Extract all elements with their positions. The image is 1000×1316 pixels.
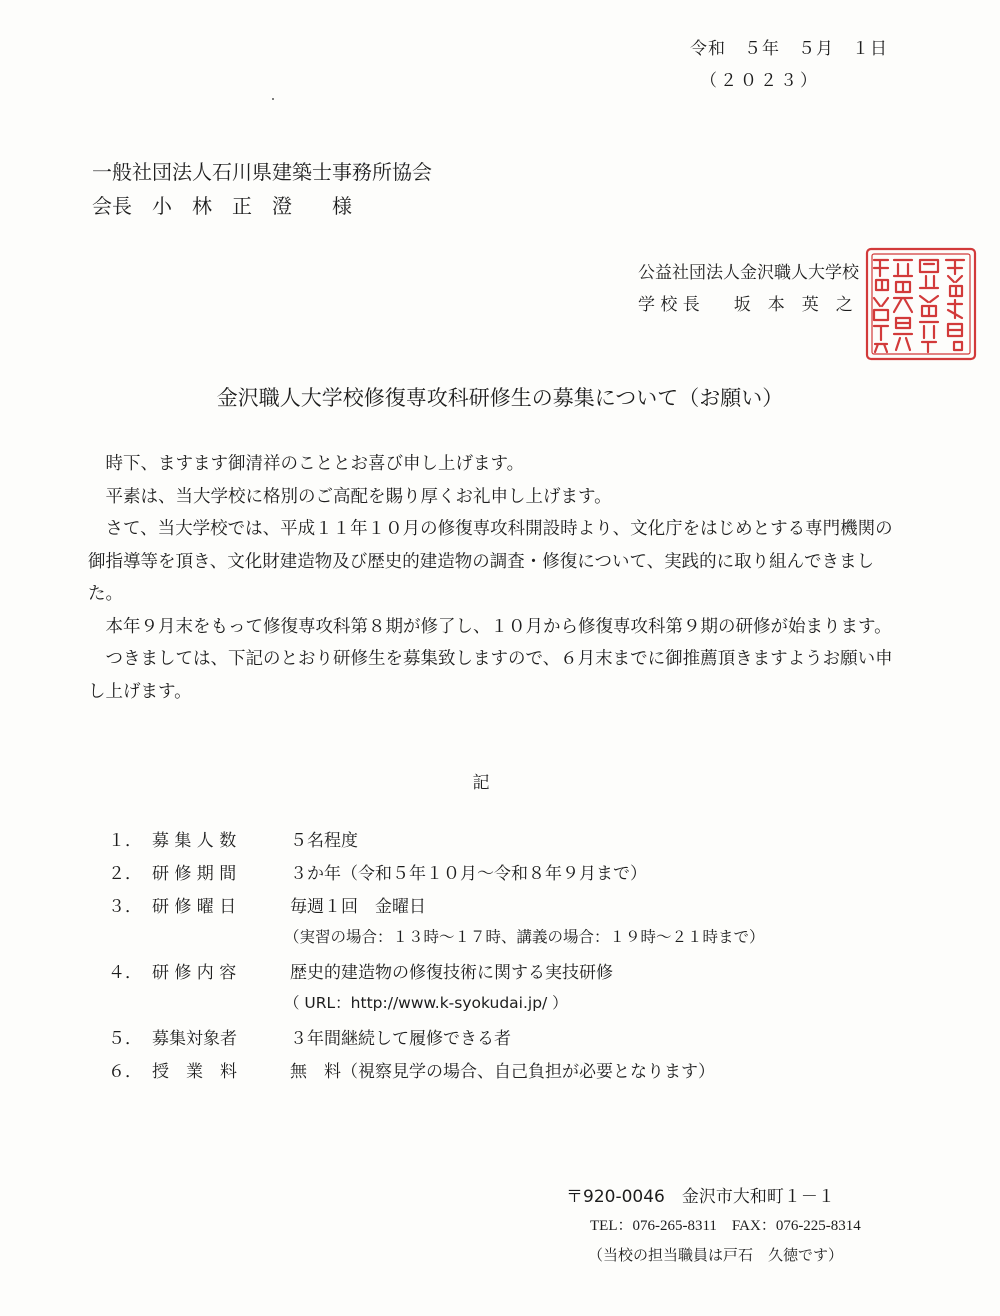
recipient-organization: 一般社団法人石川県建築士事務所協会 xyxy=(92,160,432,184)
date-line: 令和 ５年 ５月 １日 xyxy=(690,39,888,59)
sender-name: 学 校 長 坂 本 英 之 xyxy=(638,295,853,315)
body-paragraph: つきましては、下記のとおり研修生を募集致しますので、６月末までに御推薦頂きますようお願い申し上げます。 xyxy=(88,649,893,702)
item-label: 授 業 料 xyxy=(152,1062,237,1082)
item-list xyxy=(108,826,908,1090)
item-url-note: （ URL：http://www.k-syokudai.jp/ ） xyxy=(284,994,568,1012)
official-seal-stamp xyxy=(864,246,978,362)
item-label: 募集対象者 xyxy=(152,1029,237,1049)
body-paragraph: 平素は、当大学校に格別のご高配を賜り厚くお礼申し上げます。 xyxy=(105,486,612,507)
sender-organization: 公益社団法人金沢職人大学校 xyxy=(638,263,859,283)
footer-phone-fax: TEL：076-265-8311 FAX：076-225-8314 xyxy=(590,1218,861,1234)
item-label: 研 修 内 容 xyxy=(152,963,237,983)
item-number: ５． xyxy=(108,1029,142,1049)
body-paragraph: 時下、ますます御清祥のこととお喜び申し上げます。 xyxy=(105,454,525,474)
list-item xyxy=(108,859,908,892)
list-item xyxy=(108,958,908,991)
item-number: ６． xyxy=(108,1062,142,1082)
item-label: 研 修 曜 日 xyxy=(152,897,237,917)
item-note: （実習の場合：１３時～１７時、講義の場合：１９時～２１時まで） xyxy=(284,928,765,946)
item-number: ３． xyxy=(108,897,142,917)
letter-body xyxy=(88,448,900,708)
footer-contact-person: （当校の担当職員は戸石 久徳です） xyxy=(588,1246,844,1264)
ki-heading: 記 xyxy=(472,773,490,793)
item-number: ２． xyxy=(108,864,142,884)
body-paragraph: さて、当大学校では、平成１１年１０月の修復専攻科開設時より、文化庁をはじめとする専門機関の御指導等を頂き、文化財建造物及び歴史的建造物の調査・修復について、実践的に取り組んできました。 xyxy=(88,519,893,604)
item-number: １． xyxy=(108,831,142,851)
footer-address: 〒920-0046 金沢市大和町１－１ xyxy=(566,1187,835,1207)
list-item-note xyxy=(108,991,908,1024)
item-value: ５名程度 xyxy=(290,831,358,851)
list-item xyxy=(108,826,908,859)
item-value: 無 料（視察見学の場合、自己負担が必要となります） xyxy=(290,1062,715,1082)
recipient-name: 会長 小 林 正 澄 様 xyxy=(92,194,352,218)
item-value: ３年間継続して履修できる者 xyxy=(290,1029,511,1049)
date-year: （２０２３） xyxy=(700,71,820,91)
list-item xyxy=(108,892,908,925)
scan-speck xyxy=(272,98,274,100)
list-item-note xyxy=(108,925,908,958)
item-label: 研 修 期 間 xyxy=(152,864,237,884)
item-value: 歴史的建造物の修復技術に関する実技研修 xyxy=(290,963,613,983)
letter-title: 金沢職人大学校修復専攻科研修生の募集について（お願い） xyxy=(216,386,784,410)
item-value: 毎週１回 金曜日 xyxy=(290,897,426,917)
list-item xyxy=(108,1057,908,1090)
list-item xyxy=(108,1024,908,1057)
item-label: 募 集 人 数 xyxy=(152,831,237,851)
item-number: ４． xyxy=(108,963,142,983)
body-paragraph: 本年９月末をもって修復専攻科第８期が修了し、１０月から修復専攻科第９期の研修が始まります。 xyxy=(105,616,892,637)
item-value: ３か年（令和５年１０月～令和８年９月まで） xyxy=(290,864,647,884)
